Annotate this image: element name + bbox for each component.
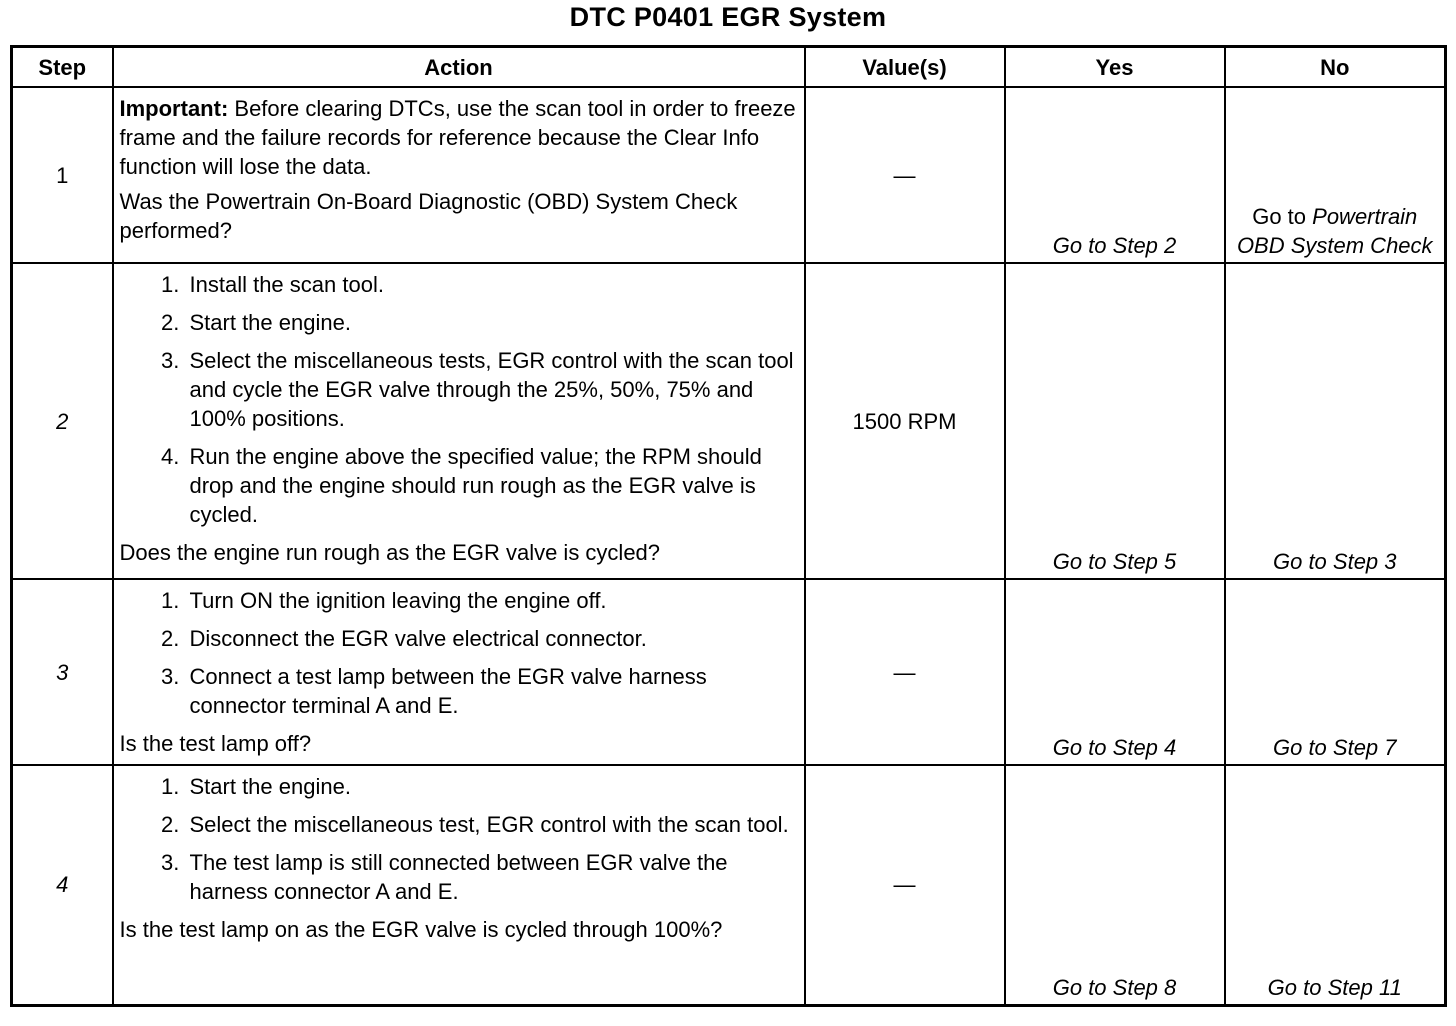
no-cell (1225, 87, 1446, 263)
important-text: Before clearing DTCs, use the scan tool in order to freeze frame and the failure records for reference because the Clear Info function will lose the data. (119, 96, 796, 179)
list-item: 3. The test lamp is still connected between EGR valve the harness connector A and E. (186, 848, 798, 906)
no-cell: Go to Step 11 (1225, 765, 1446, 1005)
table-row (12, 263, 1446, 579)
no-cell: Go to Step 7 (1225, 579, 1446, 765)
table-header-row (12, 47, 1446, 88)
list-item: 2. Disconnect the EGR valve electrical connector. (186, 624, 798, 653)
list-item: 3. Select the miscellaneous tests, EGR control with the scan tool and cycle the EGR valve through the 25%, 50%, 75% and 100% positions. (186, 346, 798, 433)
value-cell: — (805, 765, 1005, 1005)
action-cell (113, 579, 805, 765)
yes-cell: Go to Step 5 (1005, 263, 1225, 579)
list-item: 1. Start the engine. (186, 772, 798, 801)
step-question: Is the test lamp on as the EGR valve is cycled through 100%? (119, 917, 723, 942)
action-cell (113, 87, 805, 263)
dtc-table (10, 45, 1447, 1007)
value-cell: 1500 RPM (805, 263, 1005, 579)
yes-cell: Go to Step 2 (1005, 87, 1225, 263)
yes-cell: Go to Step 8 (1005, 765, 1225, 1005)
header-action: Action (113, 47, 805, 88)
no-prefix: Go to (1252, 204, 1307, 229)
step-number: 2 (12, 263, 113, 579)
step-question: Is the test lamp off? (119, 731, 312, 756)
action-list (120, 586, 798, 720)
important-label: Important: (119, 96, 229, 121)
header-values: Value(s) (805, 47, 1005, 88)
header-no: No (1225, 47, 1446, 88)
yes-cell: Go to Step 4 (1005, 579, 1225, 765)
value-cell: — (805, 579, 1005, 765)
header-step: Step (12, 47, 113, 88)
action-cell (113, 765, 805, 1005)
no-cell: Go to Step 3 (1225, 263, 1446, 579)
step-number: 3 (12, 579, 113, 765)
step-question: Was the Powertrain On-Board Diagnostic (OBD) System Check performed? (119, 189, 738, 243)
table-row (12, 87, 1446, 263)
list-item: 2. Select the miscellaneous test, EGR control with the scan tool. (186, 810, 798, 839)
list-item: 3. Connect a test lamp between the EGR valve harness connector terminal A and E. (186, 662, 798, 720)
list-item: 1. Install the scan tool. (186, 270, 798, 299)
page-title: DTC P0401 EGR System (569, 2, 887, 32)
step-question: Does the engine run rough as the EGR valve is cycled? (119, 540, 661, 565)
action-list (120, 772, 798, 906)
table-row (12, 579, 1446, 765)
important-note (120, 94, 798, 181)
step-number: 1 (12, 87, 113, 263)
action-cell (113, 263, 805, 579)
list-item: 1. Turn ON the ignition leaving the engine off. (186, 586, 798, 615)
table-row (12, 765, 1446, 1005)
no-link-text: Powertrain OBD System Check (1236, 204, 1433, 258)
action-list (120, 270, 798, 529)
list-item: 4. Run the engine above the specified value; the RPM should drop and the engine should run rough as the EGR valve is cycled. (186, 442, 798, 529)
step-number: 4 (12, 765, 113, 1005)
value-cell: — (805, 87, 1005, 263)
header-yes: Yes (1005, 47, 1225, 88)
list-item: 2. Start the engine. (186, 308, 798, 337)
